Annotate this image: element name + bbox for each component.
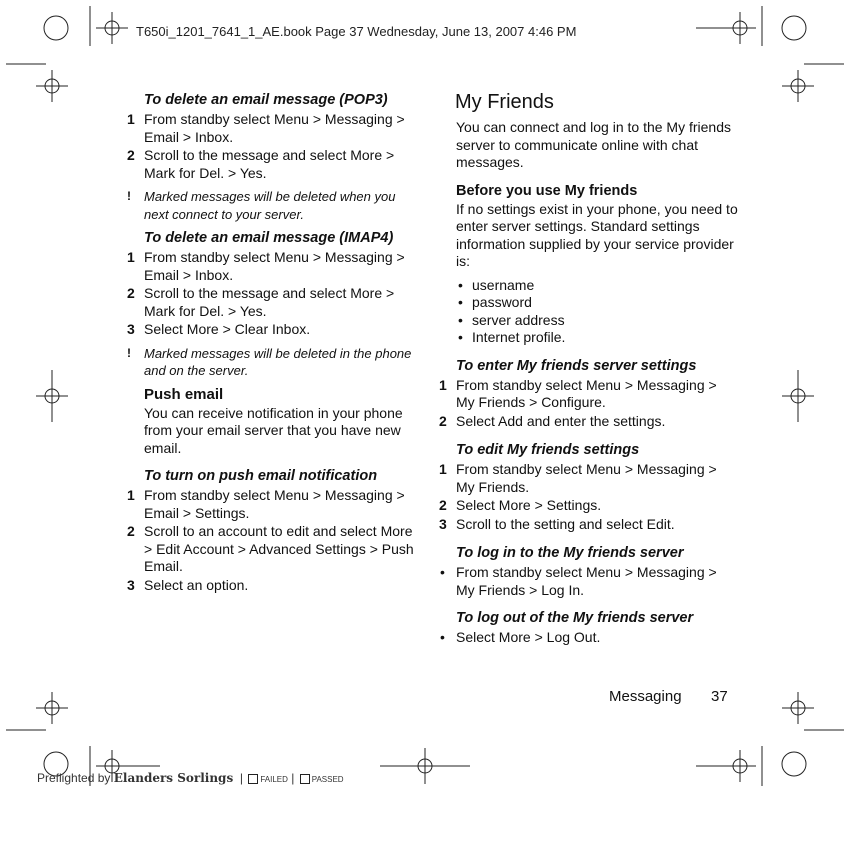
note: ! Marked messages will be deleted when you next connect to your server.	[126, 188, 416, 223]
list-item: • From standby select Menu > Messaging > My Friends > Log In.	[440, 564, 717, 598]
section-title-push-notification: To turn on push email notification	[144, 468, 378, 484]
checkbox-icon	[300, 774, 310, 784]
list-item: 2 Select Add and enter the settings.	[439, 412, 666, 429]
page-number: 37	[711, 688, 728, 705]
list-item: 1 From standby select Menu > Messaging > My Friends.	[439, 461, 717, 495]
list-item: 1 From standby select Menu > Messaging > Email > Inbox.	[127, 111, 405, 145]
push-email-heading: Push email	[144, 385, 224, 403]
section-title-enter-settings: To enter My friends server settings	[456, 357, 697, 374]
note: ! Marked messages will be deleted in the phone and on the server.	[126, 345, 416, 380]
section-title-delete-imap4: To delete an email message (IMAP4)	[144, 230, 394, 246]
list-item: 2 Select More > Settings.	[439, 497, 602, 513]
checkbox-icon	[248, 774, 258, 784]
list-item: • server address	[458, 311, 565, 328]
list-item: • Internet profile.	[458, 329, 566, 345]
list-item: 3 Select an option.	[127, 576, 249, 593]
push-email-text: You can receive notification in your phone from your email server that you have new email.	[144, 404, 403, 456]
right-column	[438, 91, 738, 647]
list-item: 2 Scroll to the message and select More > Mark for Del. > Yes.	[127, 285, 395, 319]
page-header: T650i_1201_7641_1_AE.book Page 37 Wednesday, June 13, 2007 4:46 PM	[136, 24, 577, 39]
footer-section-name: Messaging	[609, 688, 682, 705]
list-item: • Select More > Log Out.	[440, 629, 601, 645]
color-wheel-icon	[782, 16, 806, 40]
my-friends-intro: You can connect and log in to the My friends server to communicate online with chat messages.	[456, 119, 731, 170]
bullet-icon: •	[458, 329, 463, 345]
bullet-icon: •	[458, 294, 463, 310]
list-item: • username	[458, 276, 535, 293]
color-wheel-icon	[44, 16, 68, 40]
exclamation-note-icon: !	[127, 345, 131, 360]
bullet-icon: •	[440, 629, 445, 645]
preflight-stamp: Preflighted by Elanders Sorlings | FAILED | PASSED	[37, 771, 344, 785]
list-item: • password	[458, 294, 532, 310]
list-item: 3 Scroll to the setting and select Edit.	[439, 515, 675, 532]
list-item: 1 From standby select Menu > Messaging > Email > Settings.	[127, 487, 405, 521]
before-text: If no settings exist in your phone, you need to enter server settings. Standard settings information supplied by your service provider is:	[456, 200, 738, 269]
brand-logo: Elanders Sorlings	[113, 771, 234, 785]
section-title-log-out: To log out of the My friends server	[456, 610, 694, 626]
section-title-edit-settings: To edit My friends settings	[456, 442, 640, 458]
list-item: 2 Scroll to the message and select More > Mark for Del. > Yes.	[127, 147, 395, 181]
page-title: My Friends	[455, 91, 554, 113]
section-title-delete-pop3: To delete an email message (POP3)	[144, 92, 388, 108]
exclamation-note-icon: !	[127, 189, 131, 203]
bullet-icon: •	[458, 311, 463, 328]
color-wheel-icon	[782, 752, 806, 776]
left-column	[126, 91, 416, 595]
list-item: 1 From standby select Menu > Messaging > Email > Inbox.	[127, 249, 405, 283]
bullet-icon: •	[440, 564, 445, 580]
bullet-icon: •	[458, 276, 463, 293]
before-heading: Before you use My friends	[456, 182, 638, 199]
list-item: 3 Select More > Clear Inbox.	[127, 321, 311, 337]
list-item: 2 Scroll to an account to edit and select More > Edit Account > Advanced Settings > Push Email.	[127, 523, 414, 574]
list-item: 1 From standby select Menu > Messaging > My Friends > Configure.	[439, 376, 717, 410]
section-title-log-in: To log in to the My friends server	[456, 545, 684, 561]
